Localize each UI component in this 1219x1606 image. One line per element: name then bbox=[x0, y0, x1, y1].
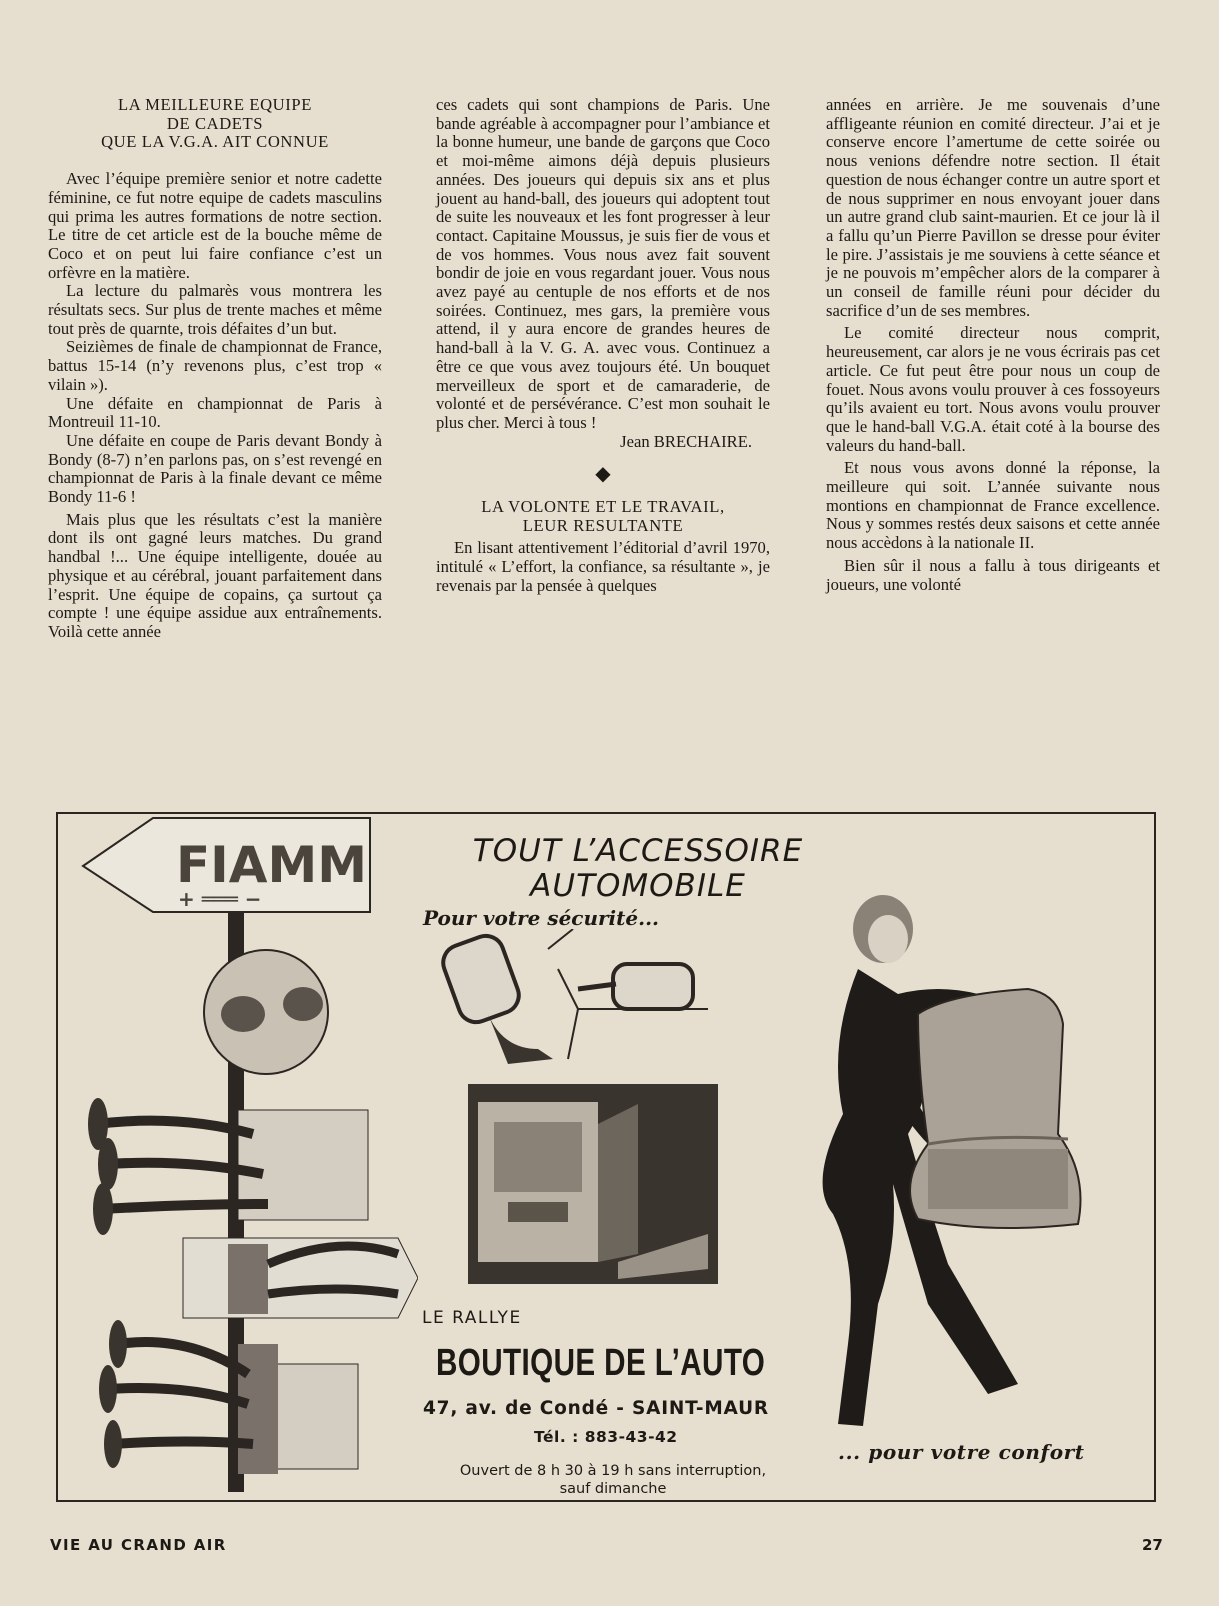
heading-line: LA VOLONTE ET LE TRAVAIL, bbox=[481, 497, 725, 517]
shop-name: BOUTIQUE DE L’AUTO bbox=[436, 1342, 766, 1384]
woman-with-seat-illustration bbox=[788, 884, 1128, 1444]
paragraph: Seizièmes de finale de championnat de France, battus 15-14 (n’y revenons plus, c’est trop « vilain »). bbox=[48, 337, 382, 394]
paragraph: ces cadets qui sont champions de Paris. Une bande agréable à accompagner pour l’ambiance et la bonne humeur, une bande de garçons que Coco et moi-même aimons déjà depuis plusieurs années. Des joueurs qui depuis six ans et plus jouent au hand-ball, des joueurs qui adoptent tout de suite les nouveaux et les font progresser à leur contact. Capitaine Moussus, je suis fier de vous et de vos hommes. Vous nous avez fait souvent bondir de joie en vous regardant jouer. Vous nous avez payé au centuple de nos efforts et de nos soirées. Continuez, mes gars, la première vous attend, il y aura encore de grandes heures de hand-ball à la V. G. A. avec vous. Continuez a être ce que vous avez toujours été. Un bouquet merveilleux de sport et de camaraderie, de volonté et de persévérance. C’est mon souhait le plus cher. Merci à tous ! bbox=[436, 95, 770, 432]
ad-headline bbox=[438, 834, 838, 904]
shop-phone: Tél. : 883-43-42 bbox=[534, 1428, 678, 1446]
paragraph: Et nous vous avons donné la réponse, la meilleure qui soit. L’année suivante nous montions en championnat de France excellence. Nous y sommes restés deux saisons et cette année nous accèdons à la nationale II. bbox=[826, 458, 1160, 553]
paragraph: Avec l’équipe première senior et notre cadette féminine, ce fut notre equipe de cadets masculins qui prima les autres formations de notre section. Le titre de cet article est de la bouche même de Coco et on peut lui faire confiance c’est un orfèvre en la matière. bbox=[48, 169, 382, 282]
paragraph: Le comité directeur nous comprit, heureusement, car alors je ne vous écrirais pas cet article. Ce fut peut être pour nous un coup de fouet. Nous avons voulu prouver à ces fossoyeurs qu’ils avaient eu tort. Nous avons voulu prouver que le hand-ball V.G.A. était coté à la bourse des valeurs du hand-ball. bbox=[826, 323, 1160, 455]
hours-line: Ouvert de 8 h 30 à 19 h sans interruption, bbox=[459, 1463, 767, 1479]
heading-line: LA MEILLEURE EQUIPE bbox=[118, 95, 312, 114]
security-tagline: Pour votre sécurité... bbox=[423, 906, 659, 930]
article-column-1 bbox=[48, 96, 382, 642]
paragraph: Bien sûr il nous a fallu à tous dirigeants et joueurs, une volonté bbox=[826, 555, 1160, 594]
paragraph: années en arrière. Je me souvenais d’une affligeante réunion en comité directeur. J’ai et je conserve encore l’amertume de cette soirée ou nous venions défendre notre section. Il était question de nous échanger contre un autre sport et de nous supprimer en nous envoyant jouer dans un autre grand club saint-maurien. Et ce jour là il a fallu qu’un Pierre Pavillon se dresse pour éviter le pire. J’assistais je me souviens à cette séance et je ne pouvois m’empêcher alors de la comparer à un conseil de famille réuni pour décider du sacrifice d’un de ses membres. bbox=[826, 95, 1160, 320]
publication-name: VIE AU CRAND AIR bbox=[50, 1536, 227, 1554]
signature: Jean BRECHAIRE. bbox=[620, 431, 752, 451]
paragraph: Une défaite en coupe de Paris devant Bondy à Bondy (8-7) n’en parlons pas, on s’est revengé en championnat de Paris à la finale devant ce même Bondy 11-6 ! bbox=[48, 430, 382, 507]
page-number: 27 bbox=[1142, 1536, 1163, 1554]
heading-line: QUE LA V.G.A. AIT CONNUE bbox=[101, 132, 329, 152]
shop-address: 47, av. de Condé - SAINT-MAUR bbox=[423, 1398, 769, 1419]
article-column-3 bbox=[826, 96, 1160, 594]
fiamm-sign-text: FIAMM bbox=[176, 836, 367, 894]
advertisement bbox=[56, 812, 1156, 1502]
mirrors-illustration bbox=[438, 929, 718, 1074]
opening-hours bbox=[423, 1462, 803, 1498]
paragraph: En lisant attentivement l’éditorial d’avril 1970, intitulé « L’effort, la confiance, sa résultante », je revenais par la pensée à quelques bbox=[436, 538, 770, 595]
hours-line: sauf dimanche bbox=[559, 1481, 667, 1497]
heading-line: DE CADETS bbox=[166, 113, 264, 133]
article-heading-2 bbox=[436, 498, 770, 535]
article-heading-1 bbox=[48, 96, 382, 152]
paragraph: Mais plus que les résultats c’est la manière dont ils ont gagné leurs matches. Du grand handbal !... Une équipe intelligente, douée au physique et au cérébral, jouant parfaitement dans l’esprit. Une équipe de copains, ça surtout ça compte ! une équipe assidue aux entraînements. Voilà cette année bbox=[48, 509, 382, 641]
paragraph: Une défaite en championnat de Paris à Montreuil 11-10. bbox=[48, 393, 382, 432]
fiamm-horns-illustration bbox=[78, 814, 418, 1500]
article-column-2 bbox=[436, 96, 770, 596]
polarity-text: + ═══ − bbox=[178, 887, 262, 911]
headline-line: TOUT L’ACCESSOIRE bbox=[472, 833, 804, 869]
rallye-label: LE RALLYE bbox=[422, 1308, 522, 1328]
paragraph: La lecture du palmarès vous montrera les résultats secs. Sur plus de trente maches et même tout près de quarnte, trois défaites d’un but. bbox=[48, 281, 382, 338]
accessory-box-illustration bbox=[468, 1084, 718, 1284]
comfort-tagline: ... pour votre confort bbox=[838, 1440, 1085, 1464]
heading-line: LEUR RESULTANTE bbox=[522, 515, 684, 535]
headline-line: AUTOMOBILE bbox=[530, 868, 746, 904]
diamond-separator-icon: ◆ bbox=[595, 463, 611, 486]
